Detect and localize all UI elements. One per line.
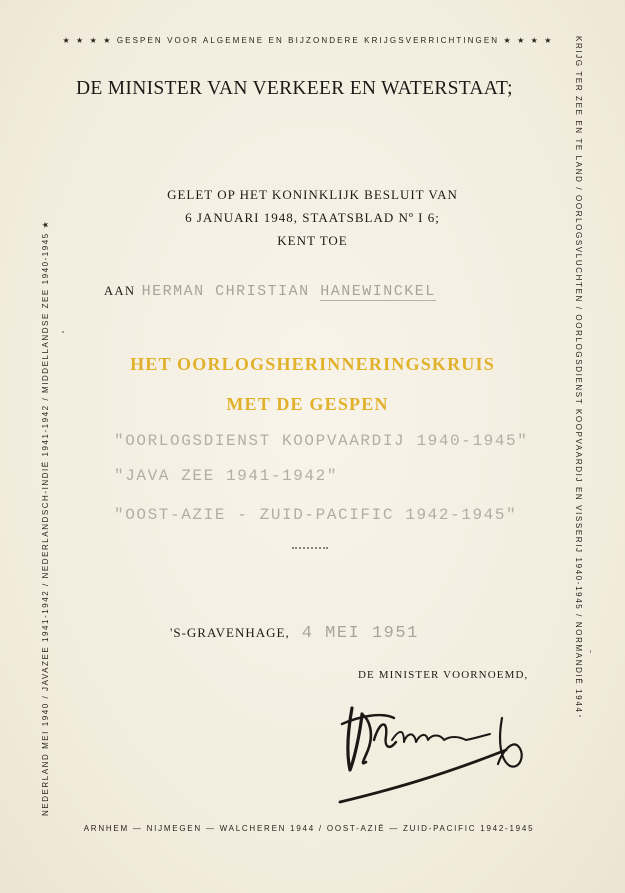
handwritten-signature xyxy=(330,690,530,810)
preamble-line-2: 6 JANUARI 1948, STAATSBLAD Nº I 6; xyxy=(185,210,440,225)
clasp-line-2: "JAVA ZEE 1941-1942" xyxy=(114,467,339,485)
clasp-line-1: "OORLOGSDIENST KOOPVAARDIJ 1940-1945" xyxy=(114,432,529,450)
paper-speck xyxy=(579,715,581,717)
paper-speck xyxy=(590,650,591,653)
border-text-top: ★ ★ ★ ★ GESPEN VOOR ALGEMENE EN BIJZONDERE KRIJGSVERRICHTINGEN ★ ★ ★ ★ xyxy=(62,36,554,45)
recipient-surname: HANEWINCKEL xyxy=(320,283,436,300)
preamble-line-3: KENT TOE xyxy=(277,233,348,248)
signatory-title: DE MINISTER VOORNOEMD, xyxy=(358,669,529,681)
border-text-right: KRIJG TER ZEE EN TE LAND / OORLOGSVLUCHTEN / OORLOGSDIENST KOOPVAARDIJ EN VISSERIJ 1940-1945 / NORMANDIË 1944 xyxy=(574,36,583,714)
certificate-heading: DE MINISTER VAN VERKEER EN WATERSTAAT; xyxy=(76,78,513,99)
preamble-line-1: GELET OP HET KONINKLIJK BESLUIT VAN xyxy=(167,187,458,202)
award-subtitle: MET DE GESPEN xyxy=(226,394,389,414)
paper-speck xyxy=(62,331,64,333)
dotted-divider xyxy=(292,547,328,551)
recipient-row xyxy=(104,283,436,300)
border-text-left: NEDERLAND MEI 1940 / JAVAZEE 1941-1942 / NEDERLANDSCH-INDIË 1941-1942 / MIDDELLANDSE ZEE 1940-1945 ★ xyxy=(41,219,50,816)
recipient-given-names: HERMAN CHRISTIAN xyxy=(141,283,310,300)
recipient-prefix: AAN xyxy=(104,284,136,298)
clasp-line-3: "OOST-AZIE - ZUID-PACIFIC 1942-1945" xyxy=(114,506,518,524)
place-date-row xyxy=(170,624,419,643)
place-label: 'S-GRAVENHAGE, xyxy=(170,625,290,640)
award-title: HET OORLOGSHERINNERINGSKRUIS xyxy=(130,354,495,374)
issue-date: 4 MEI 1951 xyxy=(301,624,419,643)
border-text-bottom: ARNHEM — NIJMEGEN — WALCHEREN 1944 / OOST-AZIË — ZUID-PACIFIC 1942-1945 xyxy=(83,824,535,833)
